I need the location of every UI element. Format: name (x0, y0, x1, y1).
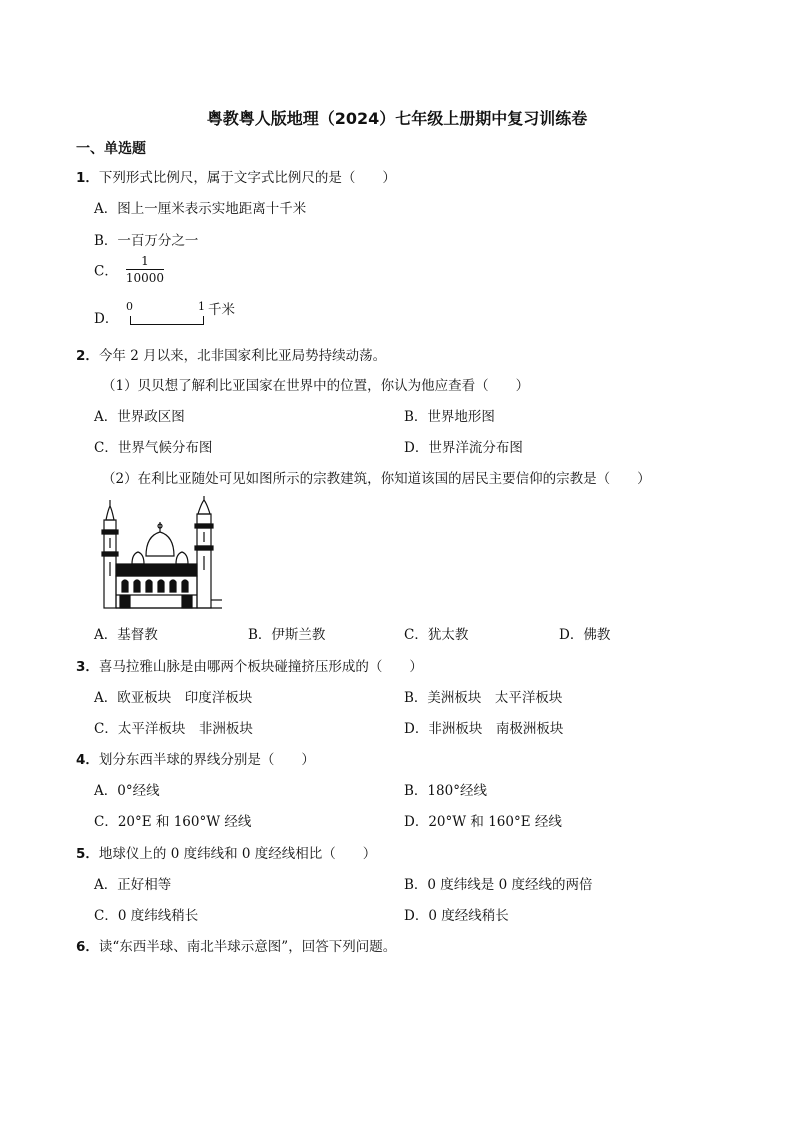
scale-bar (130, 316, 204, 325)
option-b: B．0 度纬线是 0 度经线的两倍 (404, 877, 593, 893)
question-stem: 地球仪上的 0 度纬线和 0 度经线相比（ ） (98, 846, 377, 862)
option-a: A．世界政区图 (94, 409, 185, 425)
question-1 (76, 166, 396, 186)
question-stem: 划分东西半球的界线分别是（ ） (98, 752, 315, 768)
option-d: D．世界洋流分布图 (404, 440, 523, 456)
question-number: 5． (76, 846, 99, 862)
option-label: C． (94, 263, 118, 280)
question-number: 3． (76, 659, 99, 675)
scale-start-label: 0 (126, 300, 133, 313)
question-number: 6． (76, 939, 99, 955)
fraction-scale (126, 254, 164, 285)
question-number: 2． (76, 348, 99, 364)
mosque-illustration (96, 496, 224, 612)
line-scale (126, 300, 256, 330)
page-title: 粤教粤人版地理（2024）七年级上册期中复习训练卷 (206, 109, 588, 128)
option-c: C．太平洋板块 非洲板块 (94, 721, 253, 737)
option-c: C．犹太教 (404, 627, 469, 643)
option-a: A．欧亚板块 印度洋板块 (94, 690, 253, 706)
option-a: A．正好相等 (94, 877, 172, 893)
question-6 (76, 935, 396, 955)
question-number: 1． (76, 170, 99, 186)
section-heading: 一、单选题 (76, 141, 146, 157)
option-d: D．非洲板块 南极洲板块 (404, 721, 564, 737)
option-d-label: D． (94, 311, 119, 327)
option-c (94, 254, 164, 285)
option-c: C．20°E 和 160°W 经线 (94, 814, 252, 830)
option-b: B．一百万分之一 (94, 233, 199, 249)
option-c: C．0 度纬线稍长 (94, 908, 199, 924)
option-d: D．佛教 (559, 627, 611, 643)
option-a: A．0°经线 (94, 783, 160, 799)
scale-end-label: 1 (198, 300, 205, 313)
option-b: B．美洲板块 太平洋板块 (404, 690, 563, 706)
sub-question-2: （2）在利比亚随处可见如图所示的宗教建筑，你知道该国的居民主要信仰的宗教是（ ） (102, 471, 651, 487)
fraction-numerator: 1 (126, 254, 164, 270)
question-number: 4． (76, 752, 99, 768)
question-stem: 读“东西半球、南北半球示意图”，回答下列问题。 (98, 939, 397, 955)
option-a: A．基督教 (94, 627, 158, 643)
question-stem: 喜马拉雅山脉是由哪两个板块碰撞挤压形成的（ ） (98, 659, 423, 675)
option-a: A．图上一厘米表示实地距离十千米 (94, 201, 307, 217)
question-stem: 今年 2 月以来，北非国家利比亚局势持续动荡。 (98, 348, 387, 364)
option-d: D．0 度经线稍长 (404, 908, 509, 924)
option-d: D．20°W 和 160°E 经线 (404, 814, 562, 830)
fraction-denominator: 10000 (125, 271, 165, 285)
option-b: B．伊斯兰教 (248, 627, 326, 643)
option-b: B．世界地形图 (404, 409, 495, 425)
scale-unit-label: 千米 (208, 302, 235, 318)
question-3 (76, 655, 423, 675)
question-stem: 下列形式比例尺，属于文字式比例尺的是（ ） (98, 170, 396, 186)
sub-question-1: （1）贝贝想了解利比亚国家在世界中的位置，你认为他应查看（ ） (102, 378, 530, 394)
option-c: C．世界气候分布图 (94, 440, 213, 456)
question-5 (76, 842, 376, 862)
option-b: B．180°经线 (404, 783, 487, 799)
question-2 (76, 344, 386, 364)
question-4 (76, 748, 315, 768)
